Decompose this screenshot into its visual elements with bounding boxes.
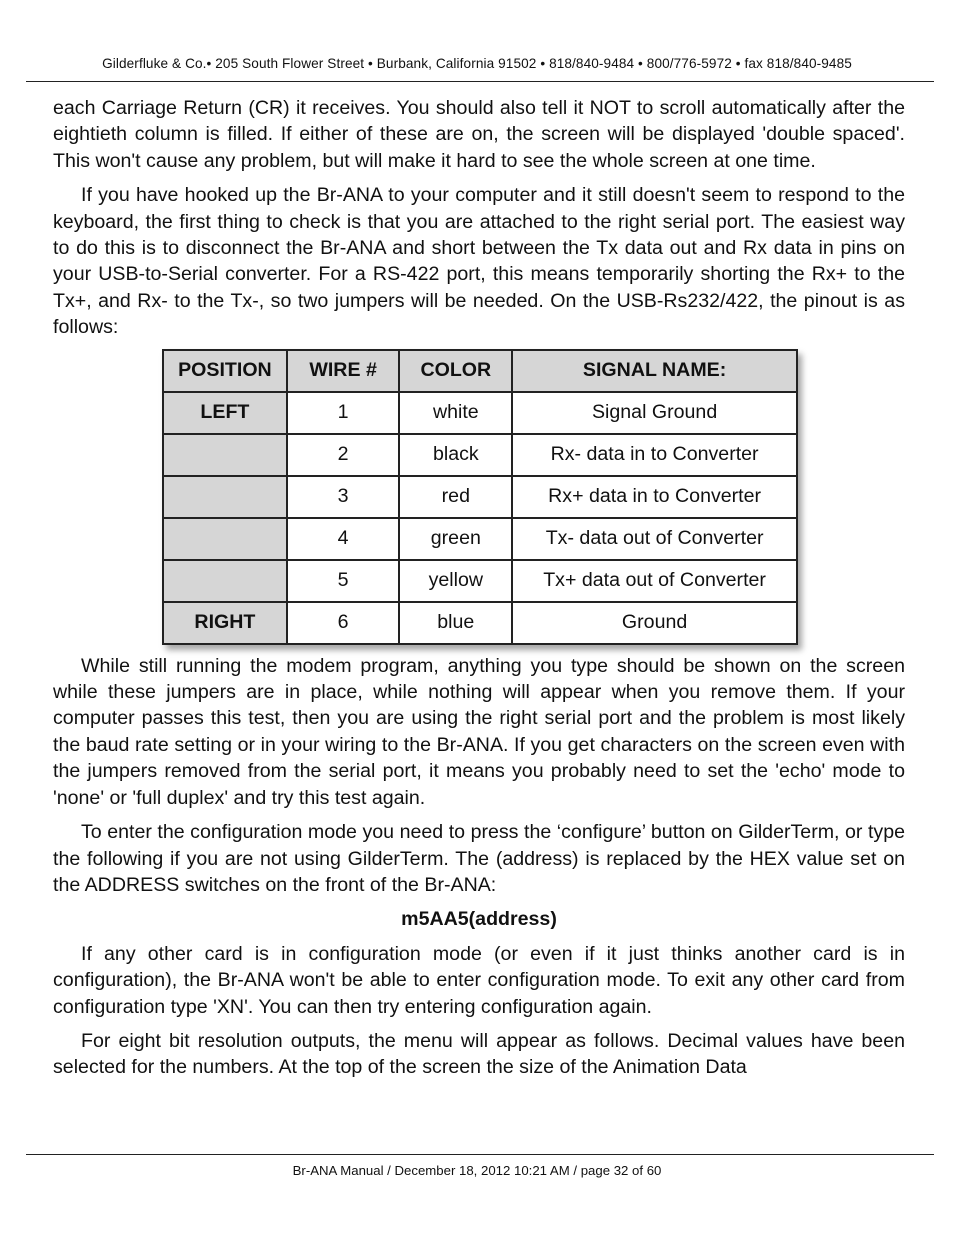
table-row — [163, 518, 797, 560]
cell-position — [163, 560, 287, 602]
header-wire: WIRE # — [287, 350, 400, 392]
paragraph-5: If any other card is in configuration mode (or even if it just thinks another card is in configuration), the Br-ANA won't be able to enter configuration mode. To exit any other card from configuration type 'XN'. You can then try entering configuration again. — [53, 942, 905, 1018]
table-row — [163, 560, 797, 602]
header-position: POSITION — [163, 350, 287, 392]
paragraph-2: If you have hooked up the Br-ANA to your computer and it still doesn't seem to respond to the keyboard, the first thing to check is that you are attached to the right serial port. The easiest way to do this is to disconnect the Br-ANA and short between the Tx data out and Rx data in pins on your USB-to-Serial converter. For a RS-422 port, this means temporarily shorting the Rx+ to the Tx+, and Rx- to the Tx-, so two jumpers will be needed. On the USB-Rs232/422, the pinout is as follows: — [53, 184, 905, 339]
cell-position: RIGHT — [163, 602, 287, 644]
cell-color: green — [399, 518, 512, 560]
cell-wire: 1 — [287, 392, 400, 434]
page-header: Gilderfluke & Co.• 205 South Flower Street • Burbank, California 91502 • 818/840-9484 • 800/776-5972 • fax 818/840-9485 — [102, 56, 852, 71]
cell-signal: Rx+ data in to Converter — [512, 476, 797, 518]
cell-signal: Tx+ data out of Converter — [512, 560, 797, 602]
cell-position — [163, 434, 287, 476]
table-row — [163, 476, 797, 518]
cell-signal: Ground — [512, 602, 797, 644]
header-color: COLOR — [399, 350, 512, 392]
table-header-row — [163, 350, 797, 392]
paragraph-6: For eight bit resolution outputs, the menu will appear as follows. Decimal values have been selected for the numbers. At the top of the screen the size of the Animation Data — [53, 1029, 905, 1079]
footer-divider — [26, 1154, 934, 1155]
cell-wire: 4 — [287, 518, 400, 560]
cell-color: white — [399, 392, 512, 434]
paragraph-4: To enter the configuration mode you need to press the ‘configure’ button on GilderTerm, or type the following if you are not using GilderTerm. The (address) is replaced by the HEX value set on the ADDRESS switches on the front of the Br-ANA: — [53, 821, 905, 896]
config-command: m5AA5(address) — [401, 908, 557, 931]
table-row — [163, 392, 797, 434]
table-row — [163, 434, 797, 476]
cell-position: LEFT — [163, 392, 287, 434]
header-divider — [26, 81, 934, 82]
paragraph-1: each Carriage Return (CR) it receives. You should also tell it NOT to scroll automatically after the eightieth column is filled. If either of these are on, the screen will be displayed 'double spaced'. This won't cause any problem, but will make it hard to see the whole screen at one time. — [53, 97, 905, 172]
cell-signal: Signal Ground — [512, 392, 797, 434]
cell-signal: Tx- data out of Converter — [512, 518, 797, 560]
header-signal-name: SIGNAL NAME: — [512, 350, 797, 392]
page-footer: Br-ANA Manual / December 18, 2012 10:21 AM / page 32 of 60 — [292, 1163, 662, 1178]
cell-color: blue — [399, 602, 512, 644]
cell-wire: 2 — [287, 434, 400, 476]
cell-wire: 3 — [287, 476, 400, 518]
page-body — [53, 95, 905, 1089]
cell-color: red — [399, 476, 512, 518]
cell-wire: 6 — [287, 602, 400, 644]
cell-signal: Rx- data in to Converter — [512, 434, 797, 476]
pinout-table — [162, 349, 798, 645]
table-row — [163, 602, 797, 644]
cell-color: yellow — [399, 560, 512, 602]
cell-position — [163, 518, 287, 560]
cell-position — [163, 476, 287, 518]
pinout-table-wrapper — [162, 349, 798, 645]
paragraph-3: While still running the modem program, anything you type should be shown on the screen while these jumpers are in place, while nothing will appear when you remove them. If your computer passes this test, then you are using the right serial port and the problem is most likely the baud rate setting or in your wiring to the Br-ANA. If you get characters on the screen even with the jumpers removed from the serial port, it means you probably need to set the 'echo' mode to 'none' or 'full duplex' and try this test again. — [53, 654, 905, 809]
cell-wire: 5 — [287, 560, 400, 602]
cell-color: black — [399, 434, 512, 476]
